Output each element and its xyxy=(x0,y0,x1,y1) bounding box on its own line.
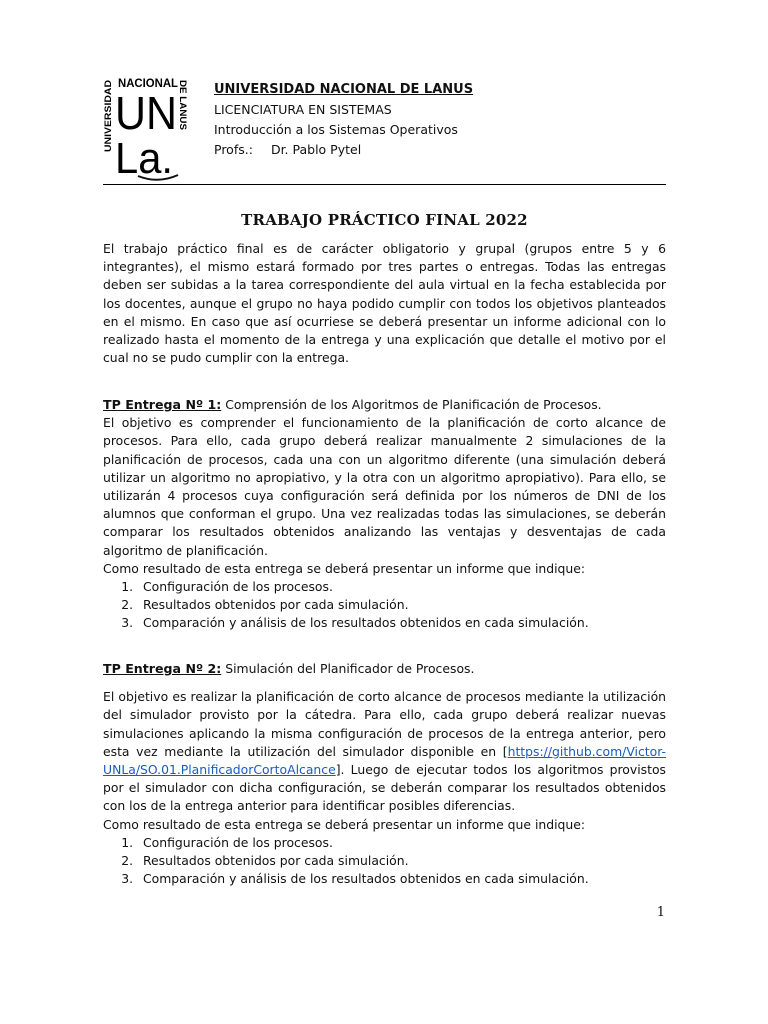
professors-label: Profs.: xyxy=(214,142,253,157)
tp1-heading: TP Entrega Nº 1: xyxy=(103,397,222,412)
section-tp2 xyxy=(103,660,666,888)
degree-name: LICENCIATURA EN SISTEMAS xyxy=(214,102,392,117)
tp2-heading: TP Entrega Nº 2: xyxy=(103,661,222,676)
logo-left-text: UNIVERSIDAD xyxy=(103,89,113,152)
svg-text:La.: La. xyxy=(115,134,173,182)
course-name: Introducción a los Sistemas Operativos xyxy=(214,122,458,137)
tp1-list xyxy=(103,578,666,633)
tp2-subtitle: Simulación del Planificador de Procesos. xyxy=(221,661,475,676)
professors-line xyxy=(214,140,473,160)
logo-top-text: NACIONAL xyxy=(118,78,178,90)
list-item: 2. Resultados obtenidos por cada simulación. xyxy=(137,852,666,870)
svg-text:UN: UN xyxy=(115,87,177,139)
university-name: UNIVERSIDAD NACIONAL DE LANUS xyxy=(214,82,474,97)
tp1-heading-line xyxy=(103,396,666,414)
unla-logo xyxy=(100,74,192,182)
document-header xyxy=(214,80,473,160)
logo-right-text: DE LANUS xyxy=(178,80,188,127)
list-item: 3. Comparación y análisis de los resultados obtenidos en cada simulación. xyxy=(137,870,666,888)
tp2-body-end: ]. Luego de ejecutar todos los algoritmos provistos por el simulador con dicha configuración, se deberán comparar los resultados obtenidos con los de la entrega anterior para identificar posibles diferencias. xyxy=(103,762,666,814)
tp1-body: El objetivo es comprender el funcionamiento de la planificación de corto alcance de procesos. Para ello, cada grupo deberá realizar manualmente 2 simulaciones de la planificación de procesos, cada una con un algoritmo diferente (una simulación deberá utilizar un algoritmo no apropiativo, y la otra con un algoritmo apropiativo). Para ello, se utilizarán 4 procesos cuya configuración será definida por los números de DNI de los alumnos que conforman el grupo. Una vez realizadas todas las simulaciones, se deberán comparar los resultados obtenidos analizando las ventajas y desventajas de cada algoritmo de planificación. xyxy=(103,415,666,558)
list-item: 3. Comparación y análisis de los resultados obtenidos en cada simulación. xyxy=(137,614,666,632)
tp2-list xyxy=(103,834,666,889)
tp2-lead: Como resultado de esta entrega se deberá presentar un informe que indique: xyxy=(103,816,586,832)
simulator-link[interactable]: https://github.com/Victor-UNLa/SO.01.PlanificadorCortoAlcance xyxy=(103,743,666,778)
header-divider xyxy=(103,184,666,185)
document-title: TRABAJO PRÁCTICO FINAL 2022 xyxy=(241,211,528,229)
section-tp1 xyxy=(103,396,666,633)
list-item: 1. Configuración de los procesos. xyxy=(137,834,666,852)
list-item: 2. Resultados obtenidos por cada simulación. xyxy=(137,596,666,614)
list-item: 1. Configuración de los procesos. xyxy=(137,578,666,596)
tp1-subtitle: Comprensión de los Algoritmos de Planificación de Procesos. xyxy=(221,397,602,412)
tp2-body xyxy=(103,688,666,815)
page-number: 1 xyxy=(656,905,665,920)
tp2-body-start: El objetivo es realizar la planificación de corto alcance de procesos mediante la utilización del simulador provisto por la cátedra. Para ello, cada grupo deberá realizar nuevas simulaciones aplicando la misma configuración de procesos de la entrega anterior, pero esta vez mediante la utilización del simulador disponible en [ xyxy=(103,689,666,759)
intro-text: El trabajo práctico final es de carácter obligatorio y grupal (grupos entre 5 y 6 integrantes), el mismo estará formado por tres partes o entregas. Todas las entregas deben ser subidas a la tarea correspondiente del aula virtual en la fecha establecida por los docentes, aunque el grupo no haya podido cumplir con todos los objetivos planteados en el mismo. En caso que así ocurriese se deberá presentar un informe adicional con lo realizado hasta el momento de la entrega y una explicación que detalle el motivo por el cual no se pudo cumplir con la entrega. xyxy=(103,241,666,366)
intro-paragraph xyxy=(103,240,666,367)
tp2-heading-line xyxy=(103,660,666,678)
tp1-lead: Como resultado de esta entrega se deberá presentar un informe que indique: xyxy=(103,560,586,576)
professor-name: Dr. Pablo Pytel xyxy=(270,142,362,157)
